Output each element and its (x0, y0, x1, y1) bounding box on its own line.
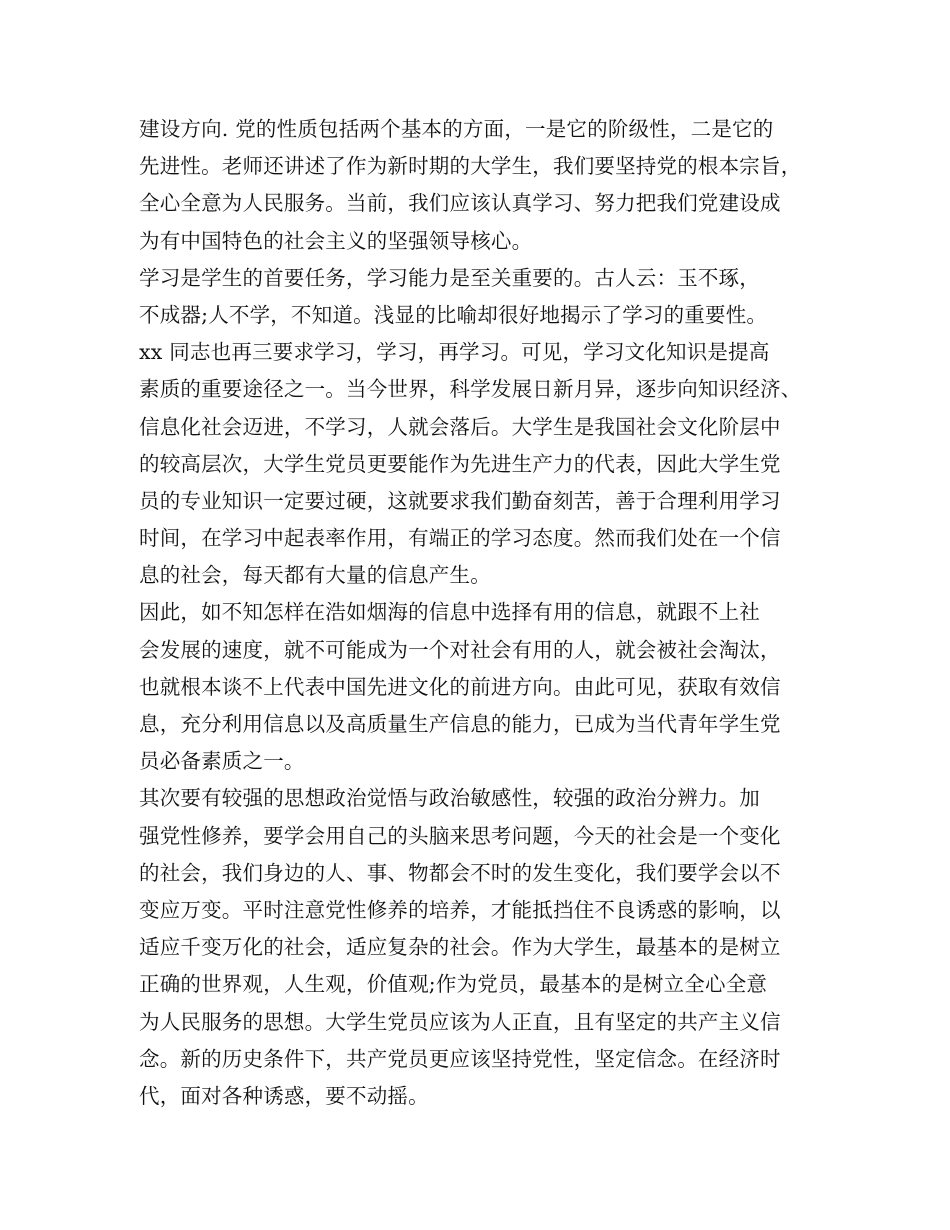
text-line: 不成器;人不学，不知道。浅显的比喻却很好地揭示了学习的重要性。 (139, 302, 768, 327)
text-line: 适应千变万化的社会，适应复杂的社会。作为大学生，最基本的是树立 (139, 935, 781, 960)
text-line: 员必备素质之一。 (139, 749, 305, 774)
text-line: 全心全意为人民服务。当前，我们应该认真学习、努力把我们党建设成 (139, 191, 781, 216)
text-line: 会发展的速度，就不可能成为一个对社会有用的人，就会被社会淘汰， (139, 637, 781, 662)
text-line: 为人民服务的思想。大学生党员应该为人正直，且有坚定的共产主义信 (139, 1009, 781, 1034)
text-line: 建设方向. 党的性质包括两个基本的方面，一是它的阶级性，二是它的 (139, 117, 774, 141)
text-line: 的较高层次，大学生党员更要能作为先进生产力的代表，因此大学生党 (139, 451, 781, 476)
text-line: 也就根本谈不上代表中国先进文化的前进方向。由此可见，获取有效信 (139, 674, 781, 699)
text-line: 信息化社会迈进，不学习，人就会落后。大学生是我国社会文化阶层中 (139, 414, 781, 439)
text-line: 其次要有较强的思想政治觉悟与政治敏感性，较强的政治分辨力。加 (139, 786, 760, 811)
text-line: 强党性修养，要学会用自己的头脑来思考问题，今天的社会是一个变化 (139, 823, 781, 848)
text-line: 员的专业知识一定要过硬，这就要求我们勤奋刻苦，善于合理利用学习 (139, 488, 781, 513)
text-line: 念。新的历史条件下，共产党员更应该坚持党性，坚定信念。在经济时 (139, 1046, 781, 1071)
text-line: 息，充分利用信息以及高质量生产信息的能力，已成为当代青年学生党 (139, 712, 781, 736)
text-line: 素质的重要途径之一。当今世界，科学发展日新月异，逐步向知识经济、 (139, 377, 802, 402)
text-line: 先进性。老师还讲述了作为新时期的大学生，我们要坚持党的根本宗旨， (139, 154, 802, 179)
text-line: 的社会，我们身边的人、事、物都会不时的发生变化，我们要学会以不 (139, 860, 781, 885)
body-text (139, 111, 839, 1115)
text-line: 息的社会，每天都有大量的信息产生。 (139, 563, 491, 588)
text-line: 学习是学生的首要任务，学习能力是至关重要的。古人云：玉不琢， (139, 265, 760, 290)
text-line: 代，面对各种诱惑，要不动摇。 (139, 1083, 429, 1108)
text-line: 正确的世界观，人生观，价值观;作为党员，最基本的是树立全心全意 (139, 972, 768, 997)
text-line: 变应万变。平时注意党性修养的培养，才能抵挡住不良诱惑的影响，以 (139, 897, 781, 922)
text-line: 时间，在学习中起表率作用，有端正的学习态度。然而我们处在一个信 (139, 526, 781, 551)
text-line: 为有中国特色的社会主义的坚强领导核心。 (139, 228, 533, 253)
text-line: xx 同志也再三要求学习，学习，再学习。可见，学习文化知识是提高 (139, 340, 770, 365)
text-line: 因此，如不知怎样在浩如烟海的信息中选择有用的信息，就跟不上社 (139, 600, 760, 625)
